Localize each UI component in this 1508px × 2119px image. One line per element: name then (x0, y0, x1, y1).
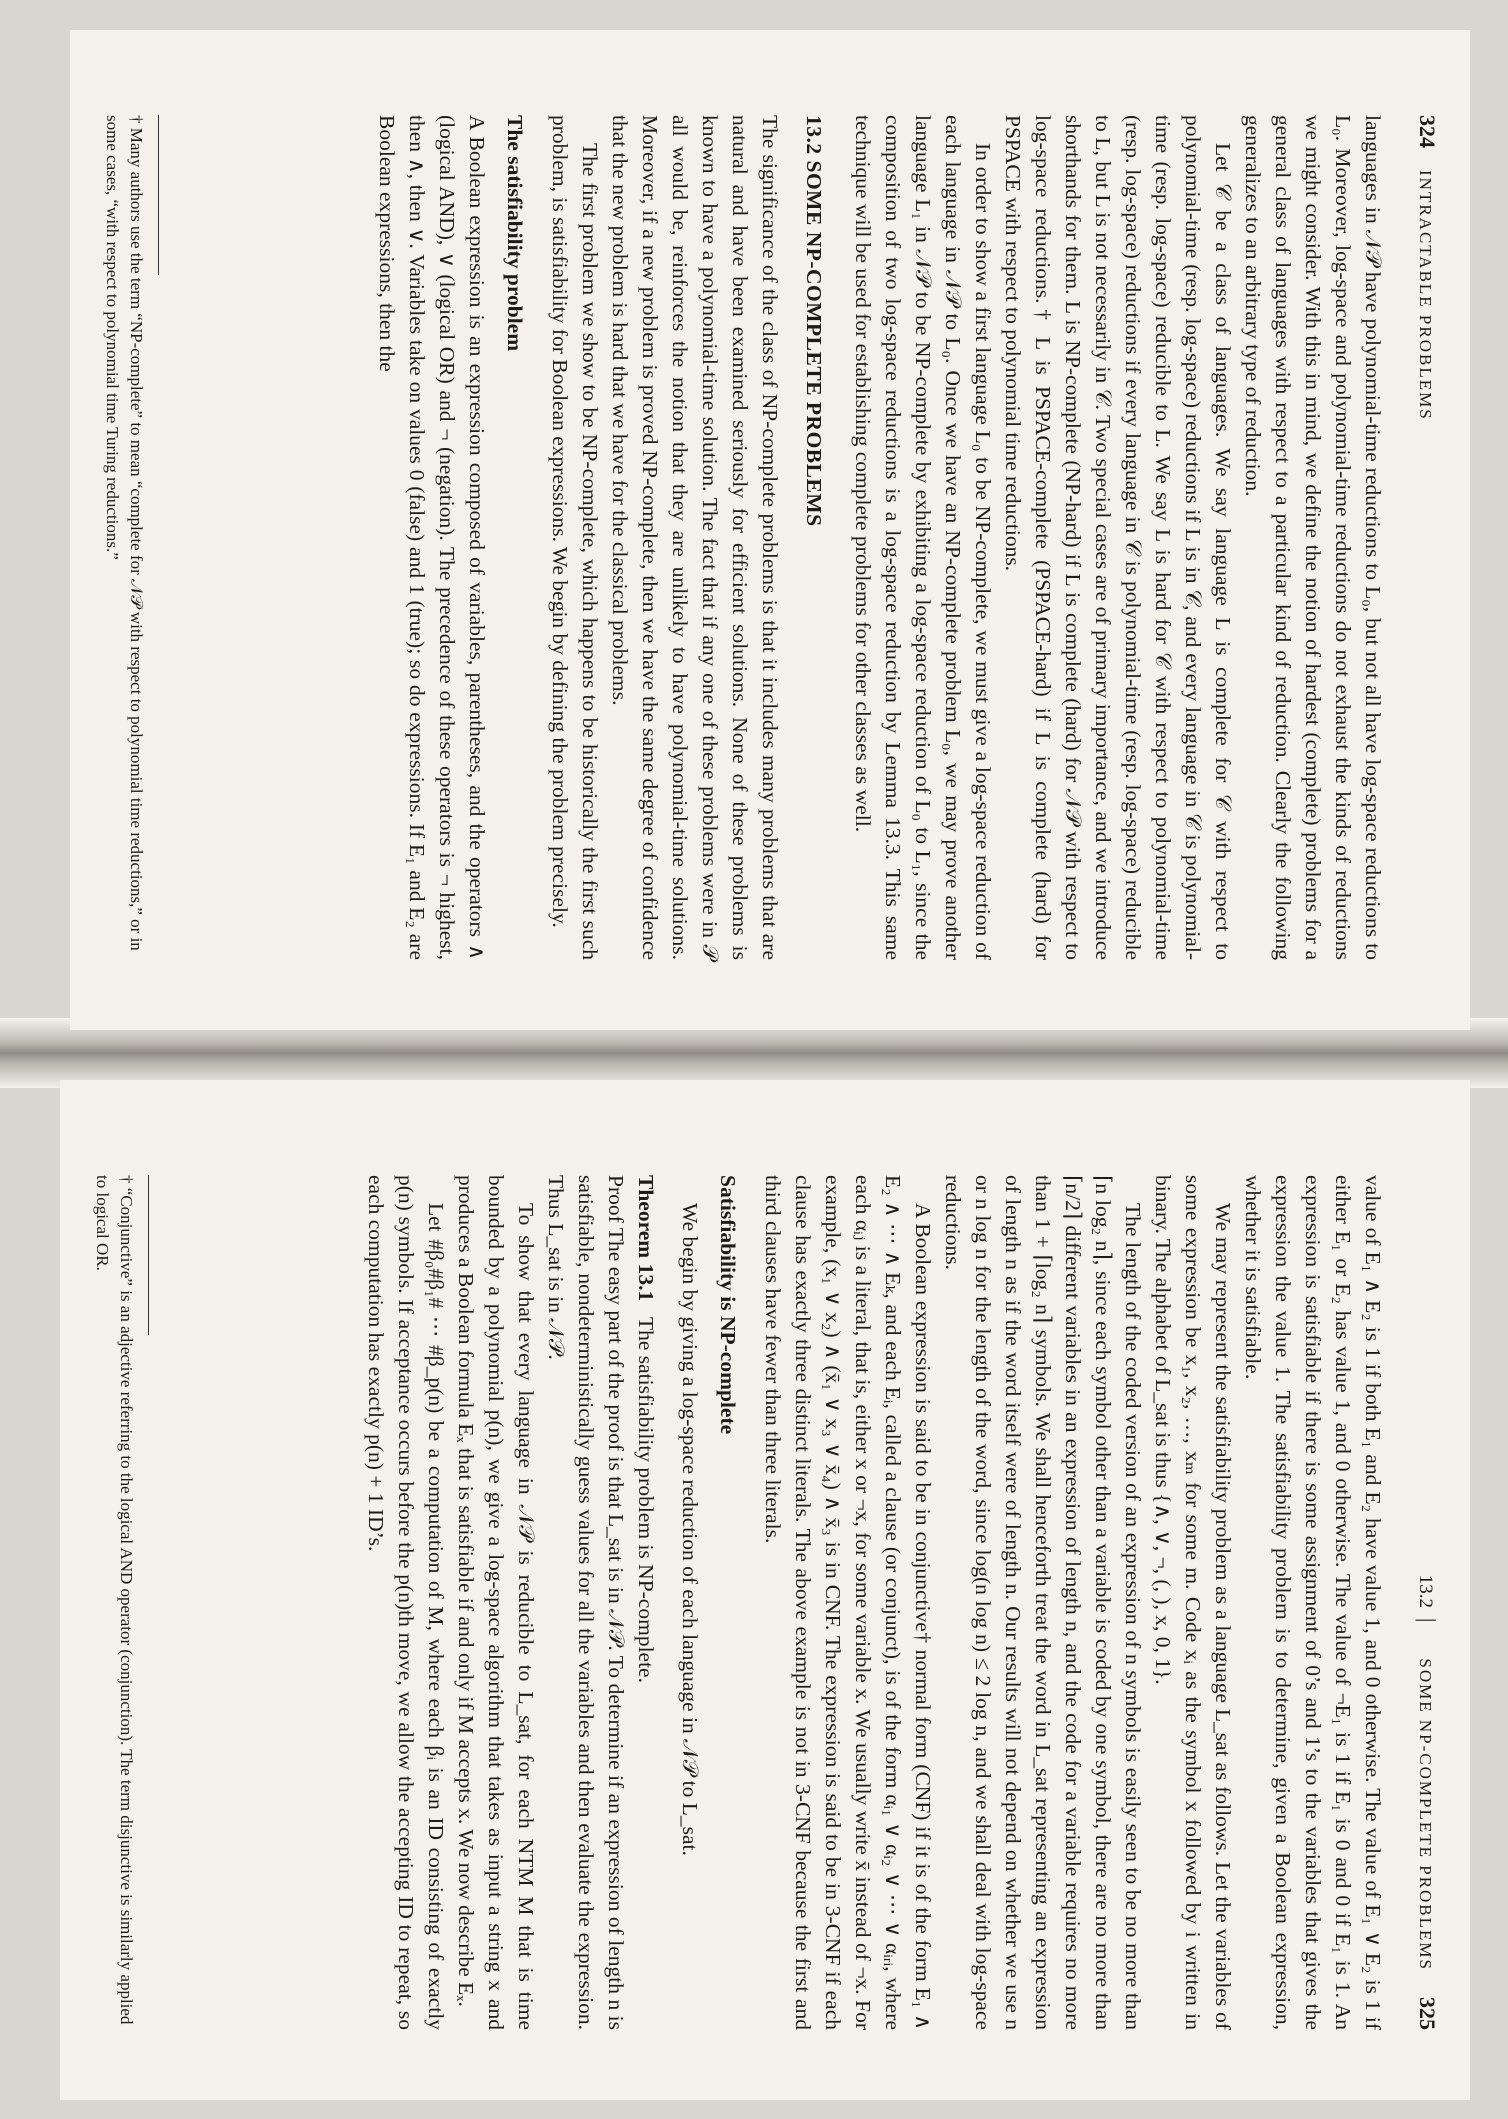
paragraph: To show that every language in 𝒩𝒫 is reducible to L_sat, for each NTM M that is time bounded by a polynomial p(n), we give a log-space algorithm that takes as input a string x and produces a Boolean formula Eₓ that is satisfiable if and only if M accepts x. We now describe Eₓ. (454, 1175, 538, 2030)
paragraph: The significance of the class of NP-complete problems is that it includes many problems that are natural and have been examined seriously for efficient solutions. None of these problems is known to have a polynomial-time solution. The fact that if any one of these problems were in 𝒫 all would be, reinforces the notion that they are unlikely to have polynomial-time solutions. Moreover, if a new problem is proved NP-complete, then we have the same degree of confidence that the new problem is hard that we have for the classical problems. (608, 115, 782, 960)
paragraph: In order to show a first language L₀ to be NP-complete, we must give a log-space reduction of each language in 𝒩𝒫 to L₀. Once we have an NP-complete problem L₀, we may prove another language L₁ in 𝒩𝒫 to be NP-complete by exhibiting a log-space reduction of L₀ to L₁, since the composition of two log-space reductions is a log-space reduction by Lemma 13.3. This same technique will be used for establishing complete problems for other classes as well. (851, 115, 995, 960)
paragraph: value of E₁ ∧ E₂ is 1 if both E₁ and E₂ have value 1, and 0 otherwise. The value of E₁ ∨ E₂ is 1 if either E₁ or E₂ has value 1, and 0 otherwise. The value of ¬E₁ is 1 if E₁ is 0 and 0 if E₁ is 1. An expression is satisfiable if there is some assignment of 0’s and 1’s to the variables that gives the expression the value 1. The satisfiability problem is to determine, given a Boolean expression, whether it is satisfiable. (1241, 1175, 1385, 2030)
page-number: 325 (1415, 1997, 1440, 2030)
paragraph: Let 𝒞 be a class of languages. We say language L is complete for 𝒞 with respect to polynomial-time (resp. log-space) reductions if L is in 𝒞, and every language in 𝒞 is polynomial-time (resp. log-space) reducible to L. We say L is hard for 𝒞 with respect to polynomial-time (resp. log-space) reductions if every language in 𝒞 is polynomial-time (resp. log-space) reducible to L, but L is not necessarily in 𝒞. Two special cases are of primary importance, and we introduce shorthands for them. L is NP-complete (NP-hard) if L is complete (hard) for 𝒩𝒫 with respect to log-space reductions.† L is PSPACE-complete (PSPACE-hard) if L is complete (hard) for PSPACE with respect to polynomial time reductions. (1001, 115, 1235, 960)
running-head-title: SOME NP-COMPLETE PROBLEMS (1416, 1658, 1435, 1971)
paragraph: Let #β₀#β₁# ⋯ #β_p(n) be a computation of M, where each βᵢ is an ID consisting of exactly p(n) symbols. If acceptance occurs before the p(n)th move, we allow the accepting ID to repeat, so each computation has exactly p(n) + 1 ID’s. (364, 1175, 448, 2030)
footnote-text: † Many authors use the term “NP-complete” to mean “complete for 𝒩𝒫 with respect to polynomial time reductions,” or in some cases, “with respect to polynomial time Turing reductions.” (103, 115, 146, 951)
paragraph: The length of the coded version of an expression of n symbols is easily seen to be no more than ⌈n log₂ n⌉, since each symbol other than a variable is coded by one symbol, there are no more than ⌈n/2⌉ different variables in an expression of length n, and the code for a variable requires no more than 1 + ⌈log₂ n⌉ symbols. We shall henceforth treat the word in L_sat representing an expression of length n as if the word itself were of length n. Our results will not depend on whether we use n or n log n for the length of the word, since log(n log n) ≤ 2 log n, and we shall deal with log-space reductions. (941, 1175, 1145, 2030)
paragraph: A Boolean expression is said to be in conjunctive† normal form (CNF) if it is of the form E₁ ∧ E₂ ∧ ⋯ ∧ Eₖ, and each Eᵢ, called a clause (or conjunct), is of the form αᵢ₁ ∨ αᵢ₂ ∨ ⋯ ∨ αᵢᵣᵢ, where each αᵢⱼ is a literal, that is, either x or ¬x, for some variable x. We usually write x̄ instead of ¬x. For example, (x₁ ∨ x₂) ∧ (x̄₁ ∨ x₃ ∨ x̄₄) ∧ x̄₃ is in CNF. The expression is said to be in 3-CNF if each clause has exactly three distinct literals. The above example is not in 3-CNF because the first and third clauses have fewer than three literals. (761, 1175, 935, 2030)
page-number: 324 (1415, 115, 1440, 148)
subheading: The satisfiability problem (503, 115, 527, 352)
paragraph: We may represent the satisfiability problem as a language L_sat as follows. Let the variables of some expression be x₁, x₂, …, xₘ for some m. Code xᵢ as the symbol x followed by i written in binary. The alphabet of L_sat is thus {∧, ∨, ¬, (, ), x, 0, 1}. (1151, 1175, 1235, 2030)
section-heading: 13.2 SOME NP-COMPLETE PROBLEMS (802, 115, 826, 527)
theorem-label: Theorem 13.1 (634, 1175, 658, 1302)
running-head-left (1414, 115, 1440, 960)
subheading: Satisfiability is NP-complete (716, 1175, 740, 1435)
page-324 (70, 30, 1470, 1030)
running-head-divider: | (1415, 1617, 1440, 1625)
paragraph: We begin by giving a log-space reduction of each language in 𝒩𝒫 to L_sat. (678, 1203, 702, 1856)
footnote-text: † “Conjunctive” is an adjective referring to the logical AND operator (conjunction). The term disjunctive is similarly applied to logical OR. (93, 1175, 136, 2025)
running-head-title: INTRACTABLE PROBLEMS (1416, 170, 1435, 421)
paragraph: The first problem we show to be NP-complete, which happens to be historically the first such problem, is satisfiability for Boolean expressions. We begin by defining the problem precisely. (548, 115, 602, 960)
footnote (90, 1175, 149, 2030)
running-head-right (1414, 1175, 1440, 2030)
footnote-rule (148, 1175, 149, 1335)
page-325 (60, 1080, 1470, 2100)
theorem-statement: The satisfiability problem is NP-complete. (634, 1316, 658, 1683)
paragraph: languages in 𝒩𝒫 have polynomial-time reductions to L₀, but not all have log-space reductions to L₀. Moreover, log-space and polynomial-time reductions do not exhaust the kinds of reductions we might consider. With this in mind, we define the notion of hardest (complete) problems for a general class of languages with respect to a particular kind of reduction. Clearly the following generalizes to an arbitrary type of reduction. (1241, 115, 1385, 960)
running-head-section-number: 13.2 (1415, 1574, 1436, 1608)
theorem (631, 1175, 661, 2030)
paragraph: Proof The easy part of the proof is that L_sat is in 𝒩𝒫. To determine if an expression of length n is satisfiable, nondeterministically guess values for all the variables and then evaluate the expression. Thus L_sat is in 𝒩𝒫. (544, 1175, 628, 2030)
footnote (100, 115, 159, 960)
paragraph: A Boolean expression is an expression composed of variables, parentheses, and the operators ∧ (logical AND), ∨ (logical OR) and ¬ (negation). The precedence of these operators is ¬ highest, then ∧, then ∨. Variables take on values 0 (false) and 1 (true); so do expressions. If E₁ and E₂ are Boolean expressions, then the (375, 115, 489, 960)
footnote-rule (158, 115, 159, 275)
